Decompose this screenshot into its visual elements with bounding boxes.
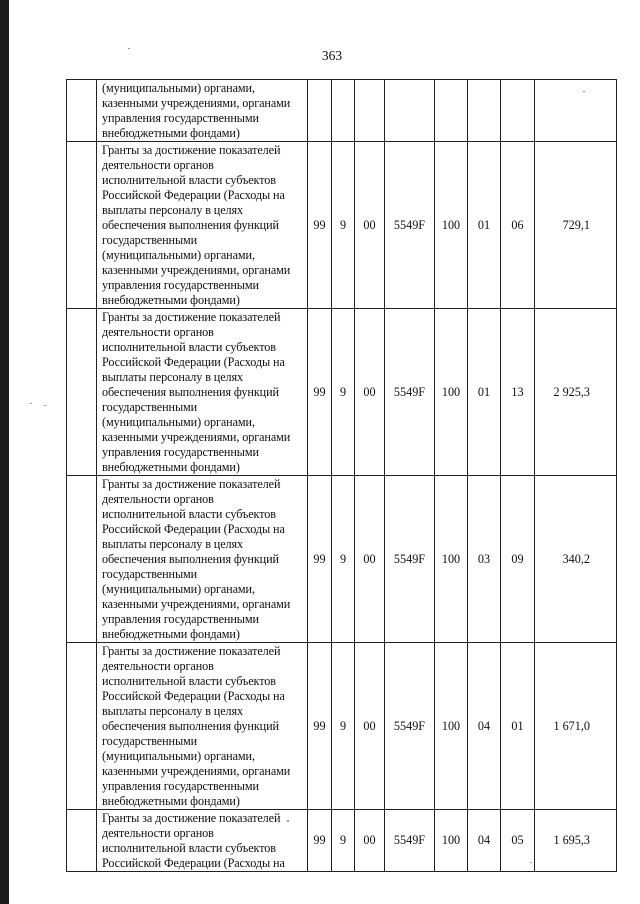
section-cell: 04 (468, 810, 501, 872)
section-cell: 03 (468, 476, 501, 643)
description-line: (муниципальными) органами, (102, 248, 255, 262)
subsection-cell: 05 (501, 810, 535, 872)
row-number-cell (67, 643, 97, 810)
expense-type-cell: 100 (435, 643, 468, 810)
subsection-cell: 13 (501, 309, 535, 476)
description-line: государственными (102, 233, 198, 247)
scan-speck (128, 48, 130, 49)
budget-table (66, 79, 617, 872)
description-line: управления государственными (102, 445, 259, 459)
description-cell (97, 810, 308, 872)
description-line: казенными учреждениями, органами (102, 96, 291, 110)
table-row (67, 810, 617, 872)
description-line: выплаты персоналу в целях (102, 704, 244, 718)
description-line: внебюджетными фондами) (102, 460, 240, 474)
description-line: исполнительной власти субъектов (102, 340, 276, 354)
description-line: исполнительной власти субъектов (102, 507, 276, 521)
description-line: государственными (102, 734, 198, 748)
program-cell: 99 (308, 309, 332, 476)
description-cell (97, 80, 308, 142)
table-row (67, 309, 617, 476)
scan-left-edge (0, 0, 9, 904)
description-line: (муниципальными) органами, (102, 582, 255, 596)
target-code-cell: 5549F (385, 643, 435, 810)
target-code-cell: 5549F (385, 142, 435, 309)
row-number-cell (67, 142, 97, 309)
amount-cell: 729,1 (535, 142, 617, 309)
subsection-cell: 06 (501, 142, 535, 309)
amount-cell: 1 671,0 (535, 643, 617, 810)
subsection-cell (501, 80, 535, 142)
row-number-cell (67, 309, 97, 476)
description-line: деятельности органов (102, 492, 214, 506)
description-line: обеспечения выполнения функций (102, 385, 279, 399)
expense-type-cell: 100 (435, 476, 468, 643)
target-code-cell: 5549F (385, 309, 435, 476)
description-line: выплаты персоналу в целях (102, 370, 244, 384)
table-row (67, 476, 617, 643)
description-line: обеспечения выполнения функций (102, 218, 279, 232)
description-line: (муниципальными) органами, (102, 749, 255, 763)
direction-cell: 00 (355, 309, 385, 476)
description-line: обеспечения выполнения функций (102, 719, 279, 733)
description-line: деятельности органов (102, 659, 214, 673)
description-line: Гранты за достижение показателей (102, 644, 281, 658)
target-code-cell: 5549F (385, 476, 435, 643)
description-line: деятельности органов (102, 325, 214, 339)
description-line: обеспечения выполнения функций (102, 552, 279, 566)
subprogram-cell (332, 80, 355, 142)
description-line: внебюджетными фондами) (102, 126, 240, 140)
amount-cell: 340,2 (535, 476, 617, 643)
expense-type-cell: 100 (435, 142, 468, 309)
scan-speck (530, 862, 532, 863)
row-number-cell (67, 810, 97, 872)
program-cell: 99 (308, 810, 332, 872)
description-line: выплаты персоналу в целях (102, 203, 244, 217)
expense-type-cell (435, 80, 468, 142)
target-code-cell (385, 80, 435, 142)
description-line: Российской Федерации (Расходы на (102, 856, 285, 870)
description-line: деятельности органов (102, 826, 214, 840)
description-line: управления государственными (102, 278, 259, 292)
description-line: исполнительной власти субъектов (102, 173, 276, 187)
amount-cell (535, 80, 617, 142)
description-line: управления государственными (102, 612, 259, 626)
description-line: Гранты за достижение показателей (102, 143, 281, 157)
subprogram-cell: 9 (332, 476, 355, 643)
budget-table-body (67, 80, 617, 872)
expense-type-cell: 100 (435, 810, 468, 872)
program-cell (308, 80, 332, 142)
table-row (67, 80, 617, 142)
scan-speck (30, 403, 32, 404)
subprogram-cell: 9 (332, 643, 355, 810)
description-line: управления государственными (102, 779, 259, 793)
target-code-cell: 5549F (385, 810, 435, 872)
description-line: Российской Федерации (Расходы на (102, 689, 285, 703)
description-line: внебюджетными фондами) (102, 627, 240, 641)
section-cell (468, 80, 501, 142)
amount-cell: 1 695,3 (535, 810, 617, 872)
description-line: управления государственными (102, 111, 259, 125)
description-line: Российской Федерации (Расходы на (102, 355, 285, 369)
description-cell (97, 643, 308, 810)
description-line: государственными (102, 400, 198, 414)
scan-speck (583, 91, 585, 92)
subsection-cell: 01 (501, 643, 535, 810)
description-line: выплаты персоналу в целях (102, 537, 244, 551)
description-line: государственными (102, 567, 198, 581)
description-line: Гранты за достижение показателей (102, 811, 281, 825)
direction-cell (355, 80, 385, 142)
expense-type-cell: 100 (435, 309, 468, 476)
page-number: 363 (321, 48, 343, 63)
row-number-cell (67, 80, 97, 142)
scan-speck (287, 820, 289, 822)
subsection-cell: 09 (501, 476, 535, 643)
description-line: исполнительной власти субъектов (102, 674, 276, 688)
description-line: казенными учреждениями, органами (102, 764, 291, 778)
description-line: внебюджетными фондами) (102, 794, 240, 808)
description-line: казенными учреждениями, органами (102, 263, 291, 277)
section-cell: 04 (468, 643, 501, 810)
description-line: Российской Федерации (Расходы на (102, 522, 285, 536)
section-cell: 01 (468, 309, 501, 476)
description-line: Гранты за достижение показателей (102, 310, 281, 324)
direction-cell: 00 (355, 476, 385, 643)
amount-cell: 2 925,3 (535, 309, 617, 476)
description-line: казенными учреждениями, органами (102, 430, 291, 444)
section-cell: 01 (468, 142, 501, 309)
subprogram-cell: 9 (332, 309, 355, 476)
scan-speck (44, 405, 46, 406)
program-cell: 99 (308, 476, 332, 643)
subprogram-cell: 9 (332, 142, 355, 309)
description-cell (97, 309, 308, 476)
description-line: (муниципальными) органами, (102, 415, 255, 429)
description-cell (97, 142, 308, 309)
direction-cell: 00 (355, 142, 385, 309)
description-line: Российской Федерации (Расходы на (102, 188, 285, 202)
description-line: исполнительной власти субъектов (102, 841, 276, 855)
description-cell (97, 476, 308, 643)
description-line: (муниципальными) органами, (102, 81, 255, 95)
description-line: казенными учреждениями, органами (102, 597, 291, 611)
table-row (67, 643, 617, 810)
table-row (67, 142, 617, 309)
description-line: Гранты за достижение показателей (102, 477, 281, 491)
program-cell: 99 (308, 142, 332, 309)
program-cell: 99 (308, 643, 332, 810)
description-line: деятельности органов (102, 158, 214, 172)
subprogram-cell: 9 (332, 810, 355, 872)
direction-cell: 00 (355, 810, 385, 872)
row-number-cell (67, 476, 97, 643)
direction-cell: 00 (355, 643, 385, 810)
description-line: внебюджетными фондами) (102, 293, 240, 307)
